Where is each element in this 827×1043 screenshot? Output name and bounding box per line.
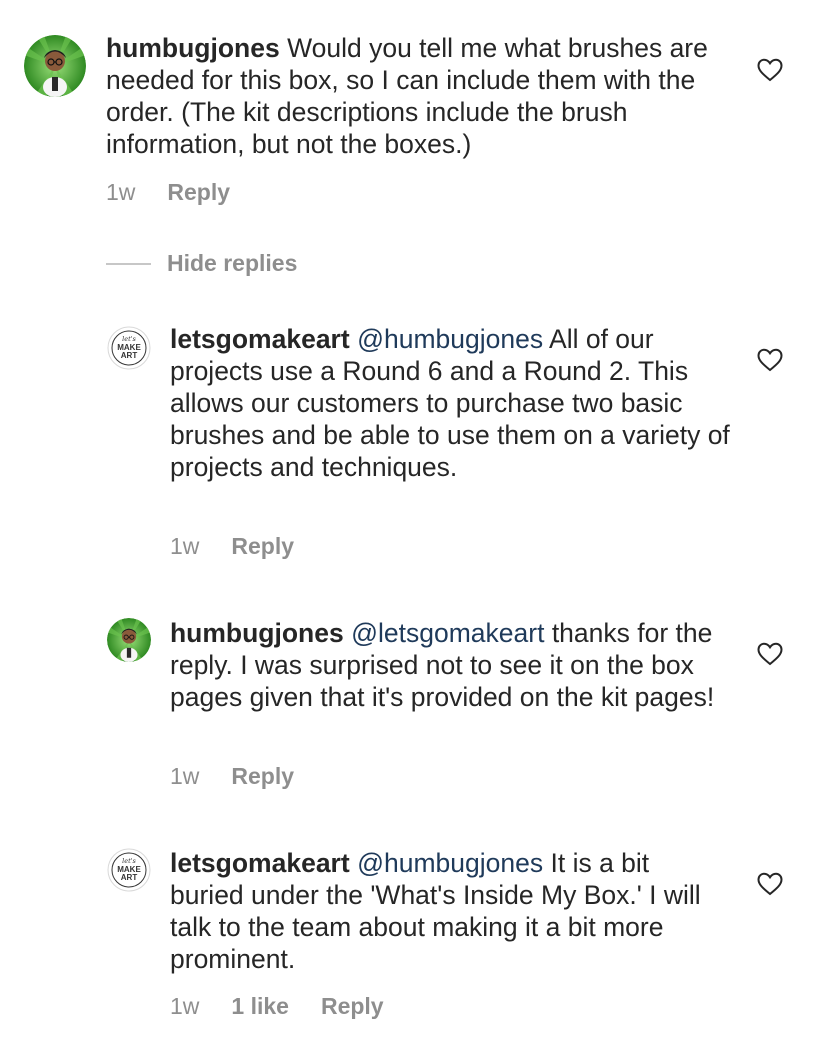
comment-username[interactable]: humbugjones: [106, 33, 280, 63]
reply-meta: [170, 992, 384, 1020]
avatar-letsgomakeart[interactable]: [107, 848, 151, 892]
reply-meta: [170, 532, 294, 560]
comment-text: [106, 32, 746, 160]
logo-text-mid: MAKE: [117, 343, 141, 352]
like-button[interactable]: [757, 58, 783, 82]
reply-text: [170, 847, 730, 975]
logo-text-bot: ART: [120, 873, 138, 882]
heart-outline-icon: [757, 642, 783, 666]
comment-body: Would you tell me what brushes are needed for this box, so I can include them with the order. (The kit descriptions include the brush information, but not the boxes.): [106, 33, 708, 159]
hide-replies-button[interactable]: [106, 250, 297, 278]
reply-body: thanks for the reply. I was surprised not to see it on the box pages given that it's provided on the kit pages!: [170, 618, 715, 712]
reply-username[interactable]: humbugjones: [170, 618, 344, 648]
like-count[interactable]: 1 like: [231, 993, 289, 1019]
reply-body: All of our projects use a Round 6 and a Round 2. This allows our customers to purchase two basic brushes and be able to use them on a variety of projects and techniques.: [170, 324, 730, 482]
reply-text: [170, 323, 730, 483]
like-button[interactable]: [757, 642, 783, 666]
avatar-humbugjones[interactable]: [24, 35, 86, 97]
logo-text-top: let's: [122, 857, 136, 865]
avatar-humbugjones[interactable]: [107, 618, 151, 662]
reply-button[interactable]: Reply: [231, 533, 295, 559]
reply-meta: [170, 762, 294, 790]
cartoon-avatar-icon: [107, 618, 151, 662]
heart-outline-icon: [757, 58, 783, 82]
reply-button[interactable]: Reply: [231, 763, 295, 789]
divider-line: [106, 263, 151, 265]
heart-outline-icon: [757, 872, 783, 896]
heart-outline-icon: [757, 348, 783, 372]
comment-meta: [106, 178, 230, 206]
logo-text-mid: MAKE: [117, 865, 141, 874]
logo-text-bot: ART: [120, 351, 138, 360]
reply-time: 1w: [170, 993, 200, 1019]
reply-mention[interactable]: @letsgomakeart: [351, 618, 545, 648]
reply-body: It is a bit buried under the 'What's Inside My Box.' I will talk to the team about making it a bit more prominent.: [170, 848, 701, 974]
reply-username[interactable]: letsgomakeart: [170, 324, 350, 354]
avatar-letsgomakeart[interactable]: [107, 326, 151, 370]
logo-text-top: let's: [122, 335, 136, 343]
like-button[interactable]: [757, 872, 783, 896]
make-art-logo-icon: [107, 326, 151, 370]
reply-button[interactable]: Reply: [167, 179, 231, 205]
reply-username[interactable]: letsgomakeart: [170, 848, 350, 878]
hide-replies-label: Hide replies: [167, 250, 298, 276]
reply-mention[interactable]: @humbugjones: [357, 324, 544, 354]
reply-button[interactable]: Reply: [320, 993, 384, 1019]
cartoon-avatar-icon: [24, 35, 86, 97]
like-button[interactable]: [757, 348, 783, 372]
reply-mention[interactable]: @humbugjones: [357, 848, 544, 878]
comment-time: 1w: [106, 179, 136, 205]
make-art-logo-icon: [107, 848, 151, 892]
reply-time: 1w: [170, 533, 200, 559]
reply-time: 1w: [170, 763, 200, 789]
reply-text: [170, 617, 730, 713]
